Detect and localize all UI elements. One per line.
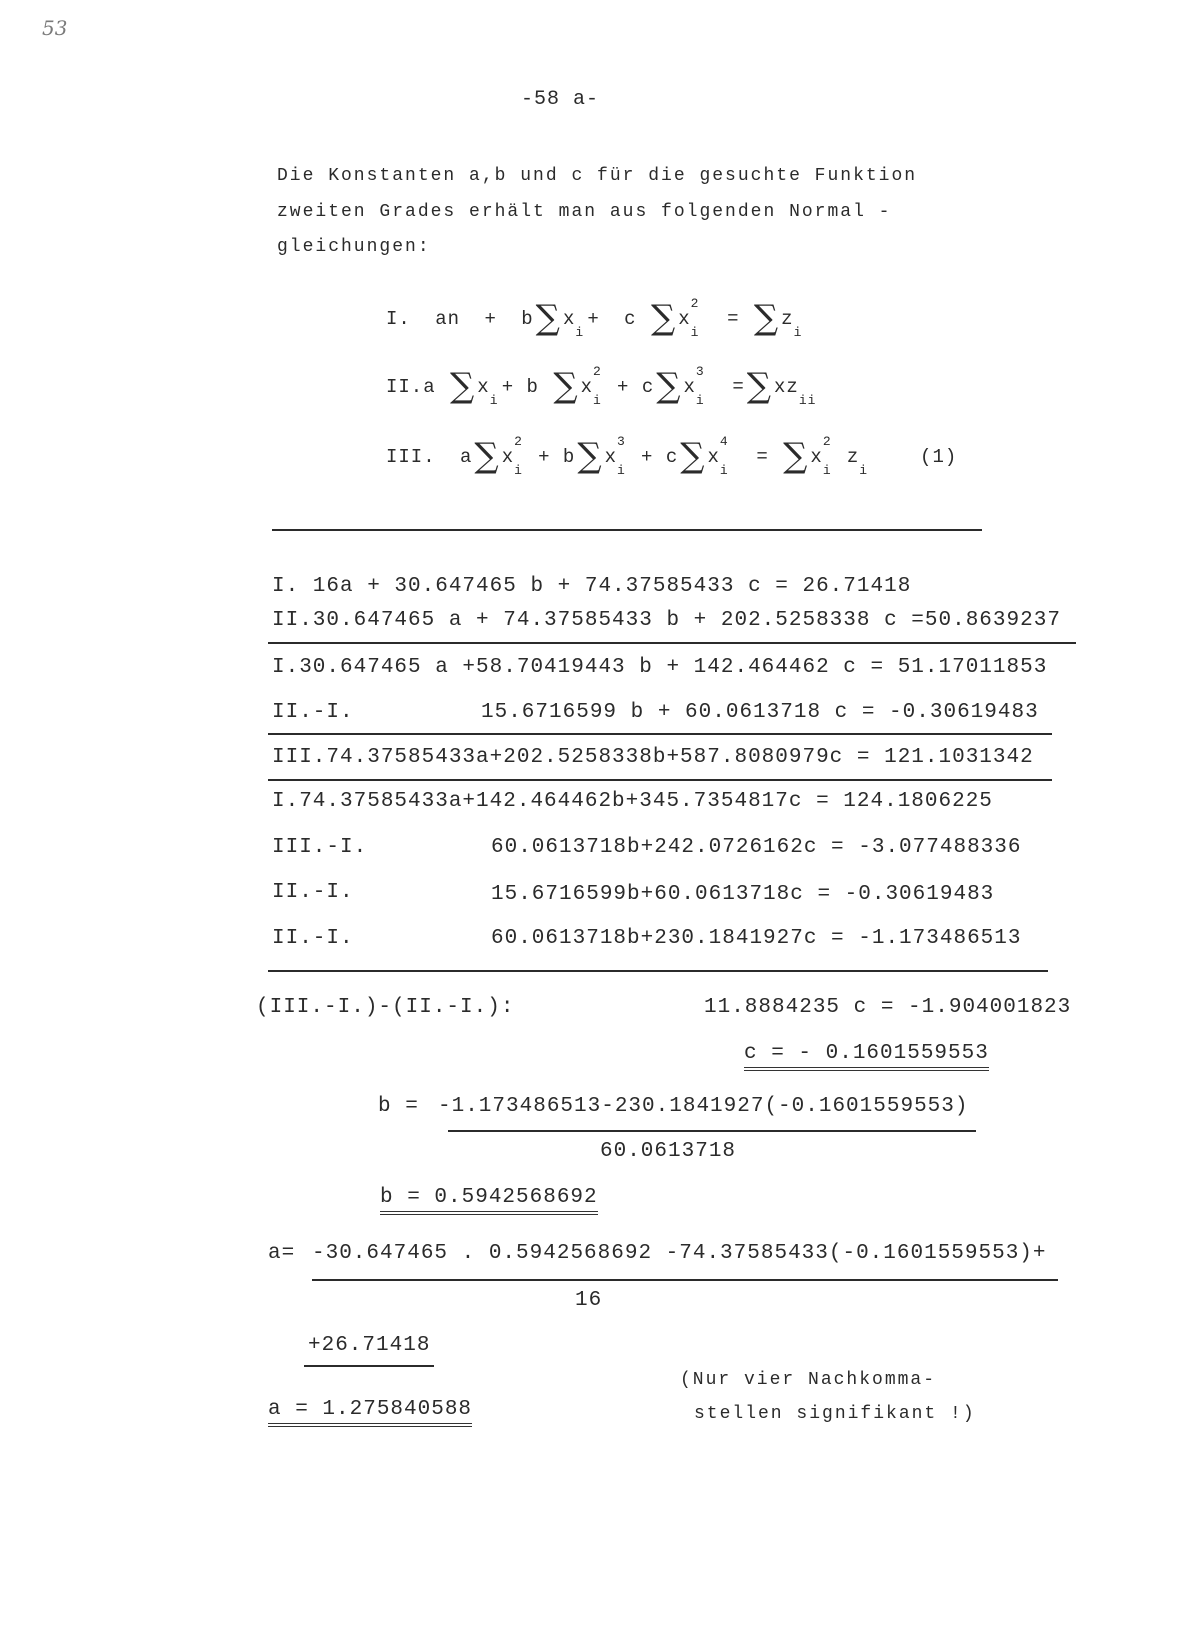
calc-row-2: II.30.647465 a + 74.37585433 b + 202.5258338 c =50.8639237 bbox=[272, 609, 1061, 632]
equation-reference: (1) bbox=[920, 446, 958, 468]
b-fraction-bar bbox=[448, 1130, 976, 1132]
calc-row-9: 60.0613718b+230.1841927c = -1.173486513 bbox=[491, 927, 1022, 950]
eq1-label: I. bbox=[386, 308, 411, 330]
sum-symbol: ∑ bbox=[450, 366, 476, 406]
row-divider bbox=[268, 642, 1076, 644]
eq1-a-term: an bbox=[435, 308, 461, 330]
calc-row-8: 15.6716599b+60.0613718c = -0.30619483 bbox=[491, 883, 995, 906]
calc-row-5: III.74.37585433a+202.5258338b+587.8080979c = 121.1031342 bbox=[272, 746, 1034, 769]
sum-symbol: ∑ bbox=[746, 366, 773, 406]
eq1-b: b bbox=[521, 308, 534, 330]
c-result: c = - 0.1601559553 bbox=[744, 1042, 989, 1071]
margin-page-note: 53 bbox=[42, 16, 68, 40]
sum-symbol: ∑ bbox=[577, 436, 603, 476]
a-numerator: -30.647465 . 0.5942568692 -74.37585433(-0.1601559553)+ bbox=[312, 1242, 1047, 1265]
sum-symbol: ∑ bbox=[553, 366, 579, 406]
precision-note-line-2: stellen signifikant !) bbox=[694, 1404, 976, 1424]
calc-row-3: I.30.647465 a +58.70419443 b + 142.464462 c = 51.17011853 bbox=[272, 656, 1048, 679]
eq1-c: c bbox=[624, 308, 637, 330]
c-equation: 11.8884235 c = -1.904001823 bbox=[704, 996, 1072, 1019]
eq2-equals: = bbox=[732, 376, 745, 398]
b-prefix: b = bbox=[378, 1095, 419, 1118]
page-number: -58 a- bbox=[521, 88, 600, 111]
eq1-plus: + bbox=[484, 308, 497, 330]
normal-equation-3: III. a∑ x 2 i + b∑ x 3 i + c∑ x 4 i = ∑ x 2 i z i (1) bbox=[386, 434, 958, 478]
row-divider bbox=[268, 970, 1048, 972]
a-prefix: a= bbox=[268, 1242, 296, 1265]
b-denominator: 60.0613718 bbox=[600, 1140, 737, 1163]
eq3-a: a bbox=[460, 446, 473, 468]
sum-symbol: ∑ bbox=[680, 436, 706, 476]
intro-line-1: Die Konstanten a,b und c für die gesuchte Funktion bbox=[277, 166, 918, 186]
eq2-c: c bbox=[641, 376, 655, 398]
precision-note-line-1: (Nur vier Nachkomma- bbox=[680, 1370, 937, 1390]
section-divider bbox=[272, 529, 982, 531]
eq1-equals: = bbox=[727, 308, 740, 330]
calc-row-8-label: II.-I. bbox=[272, 881, 354, 904]
normal-equation-1: I. an + b∑ x i + c ∑ x 2 i = ∑ z i bbox=[386, 296, 803, 340]
sum-symbol: ∑ bbox=[656, 366, 682, 406]
a-continuation: +26.71418 bbox=[308, 1334, 431, 1357]
b-result: b = 0.5942568692 bbox=[380, 1186, 598, 1215]
sum-symbol: ∑ bbox=[535, 298, 561, 338]
a-result: a = 1.275840588 bbox=[268, 1398, 472, 1427]
calc-row-4-label: II.-I. bbox=[272, 701, 354, 724]
calc-row-7: 60.0613718b+242.0726162c = -3.077488336 bbox=[491, 836, 1022, 859]
row-divider bbox=[268, 733, 1052, 735]
sum-symbol: ∑ bbox=[474, 436, 500, 476]
calc-row-7-label: III.-I. bbox=[272, 836, 368, 859]
normal-equation-2: II.a ∑ x i + b ∑ x 2 i + c∑ x 3 i =∑ xz ii bbox=[386, 364, 817, 408]
eq3-equals: = bbox=[756, 446, 769, 468]
eq3-label: III. bbox=[386, 446, 436, 468]
eq3-c: c bbox=[665, 446, 679, 468]
a-continuation-bar bbox=[304, 1365, 434, 1367]
calc-row-1: I. 16a + 30.647465 b + 74.37585433 c = 26.71418 bbox=[272, 575, 912, 598]
calc-row-4: 15.6716599 b + 60.0613718 c = -0.30619483 bbox=[481, 701, 1039, 724]
a-denominator: 16 bbox=[575, 1289, 603, 1312]
sum-symbol: ∑ bbox=[753, 298, 780, 338]
intro-line-2: zweiten Grades erhält man aus folgenden Normal - bbox=[277, 202, 892, 222]
sum-symbol: ∑ bbox=[783, 436, 809, 476]
row-divider bbox=[268, 779, 1052, 781]
c-derivation-label: (III.-I.)-(II.-I.): bbox=[256, 996, 515, 1019]
sum-symbol: ∑ bbox=[650, 298, 677, 338]
eq2-label: II.a bbox=[386, 376, 436, 398]
eq2-b: b bbox=[526, 376, 539, 398]
calc-row-9-label: II.-I. bbox=[272, 927, 354, 950]
a-fraction-bar bbox=[312, 1279, 1058, 1281]
calc-row-6: I.74.37585433a+142.464462b+345.7354817c = 124.1806225 bbox=[272, 790, 993, 813]
eq3-b: b bbox=[562, 446, 576, 468]
b-numerator: -1.173486513-230.1841927(-0.1601559553) bbox=[438, 1095, 969, 1118]
intro-line-3: gleichungen: bbox=[277, 237, 431, 257]
